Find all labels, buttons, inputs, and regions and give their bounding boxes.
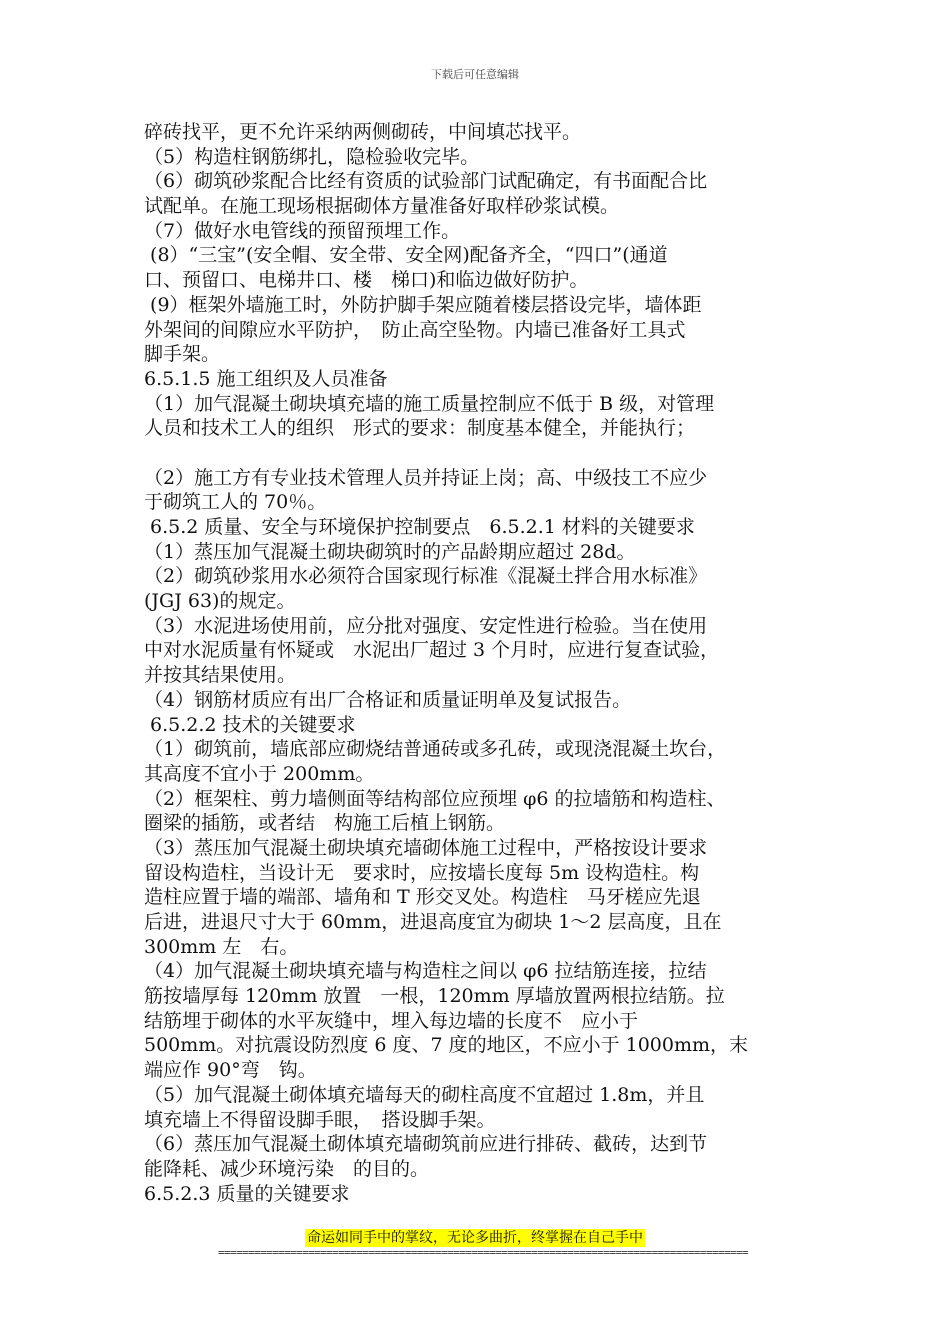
footer-banner-text: 命运如同手中的掌纹，无论多曲折，终掌握在自己手中	[307, 1230, 643, 1246]
text-line: 后进，进退尺寸大于 60mm，进退高度宜为砌块 1～2 层高度，且在	[144, 911, 722, 933]
text-line: （2）砌筑砂浆用水必须符合国家现行标准《混凝土拌合用水标准》	[144, 565, 708, 588]
text-line: 500mm。对抗震设防烈度 6 度、7 度的地区，不应小于 1000mm，末	[144, 1034, 749, 1057]
text-line: 结筋埋于砌体的水平灰缝中，埋入每边墙的长度不 应小于	[144, 1009, 639, 1032]
text-line: 并按其结果使用。	[144, 664, 297, 687]
text-line: （4）钢筋材质应有出厂合格证和质量证明单及复试报告。	[144, 688, 632, 711]
text-line: 脚手架。	[144, 343, 221, 366]
text-line: （6）蒸压加气混凝土砌体填充墙砌筑前应进行排砖、截砖，达到节	[144, 1133, 708, 1156]
text-line: 300mm 左 右。	[144, 935, 299, 958]
text-line: 6.5.2 质量、安全与环境保护控制要点 6.5.2.1 材料的关键要求	[144, 516, 695, 538]
page-header: 下载后可任意编辑	[431, 68, 519, 81]
text-line: （1）砌筑前，墙底部应砌烧结普通砖或多孔砖，或现浇混凝土坎台，	[144, 738, 727, 761]
text-line: （3）蒸压加气混凝土砌块填充墙砌体施工过程中，严格按设计要求	[144, 836, 708, 859]
text-line: 6.5.2.2 技术的关键要求	[144, 713, 356, 736]
text-line: (9）框架外墙施工时，外防护脚手架应随着楼层搭设完毕，墙体距	[144, 293, 702, 316]
text-line: 筋按墙厚每 120mm 放置 一根，120mm 厚墙放置两根拉结筋。拉	[144, 985, 725, 1008]
text-line: 其高度不宜小于 200mm。	[144, 762, 375, 785]
text-line: 造柱应置于墙的端部、墙角和 T 形交叉处。构造柱 马牙槎应先退	[144, 886, 701, 909]
text-line: (JGJ 63)的规定。	[144, 590, 296, 613]
text-line: 人员和技术工人的组织 形式的要求：制度基本健全，并能执行；	[144, 417, 696, 440]
text-line: 碎砖找平，更不允许采纳两侧砌砖，中间填芯找平。	[144, 121, 582, 143]
text-line: （1）加气混凝土砌块填充墙的施工质量控制应不低于 B 级，对管理	[144, 392, 715, 415]
text-line: 于砌筑工人的 70％。	[144, 491, 327, 514]
text-line: （2）框架柱、剪力墙侧面等结构部位应预埋 φ6 的拉墙筋和构造柱、	[144, 787, 726, 810]
footer-banner	[0, 1227, 950, 1247]
text-line: （5）构造柱钢筋绑扎，隐检验收完毕。	[144, 145, 480, 168]
text-line: （5）加气混凝土砌体填充墙每天的砌柱高度不宜超过 1.8m，并且	[144, 1083, 705, 1106]
blank-line	[144, 441, 824, 466]
text-line: 圈梁的插筋，或者结 构施工后植上钢筋。	[144, 812, 506, 835]
text-line: 6.5.1.5 施工组织及人员准备	[144, 367, 388, 390]
text-line: （1）蒸压加气混凝土砌块砌筑时的产品龄期应超过 28d。	[144, 540, 636, 563]
text-line: 留设构造柱，当设计无 要求时，应按墙长度每 5m 设构造柱。构	[144, 861, 700, 884]
footer-rule: ========================================================================================	[218, 1246, 748, 1259]
text-line: 6.5.2.3 质量的关键要求	[144, 1182, 350, 1205]
document-body	[144, 120, 824, 1206]
text-line: 中对水泥质量有怀疑或 水泥出厂超过 3 个月时，应进行复查试验，	[144, 639, 720, 662]
text-line: （7）做好水电管线的预留预埋工作。	[144, 219, 461, 242]
text-line: 试配单。在施工现场根据砌体方量准备好取样砂浆试模。	[144, 195, 620, 218]
text-line: 端应作 90°弯 钩。	[144, 1059, 317, 1082]
text-line: （2）施工方有专业技术管理人员并持证上岗；高、中级技工不应少	[144, 466, 708, 489]
text-line: 填充墙上不得留设脚手眼， 搭设脚手架。	[144, 1108, 496, 1131]
text-line: (8）“三宝”(安全帽、安全带、安全网)配备齐全，“四口”(通道	[144, 244, 668, 267]
text-line: （3）水泥进场使用前，应分批对强度、安定性进行检验。当在使用	[144, 614, 708, 637]
text-line: （6）砌筑砂浆配合比经有资质的试验部门试配确定，有书面配合比	[144, 170, 708, 193]
text-line: 能降耗、减少环境污染 的目的。	[144, 1157, 430, 1180]
text-line: （4）加气混凝土砌块填充墙与构造柱之间以 φ6 拉结筋连接，拉结	[144, 960, 707, 983]
text-line: 外架间的间隙应水平防护， 防止高空坠物。内墙已准备好工具式	[144, 318, 686, 341]
text-line: 口、预留口、电梯井口、楼 梯口)和临边做好防护。	[144, 269, 589, 292]
